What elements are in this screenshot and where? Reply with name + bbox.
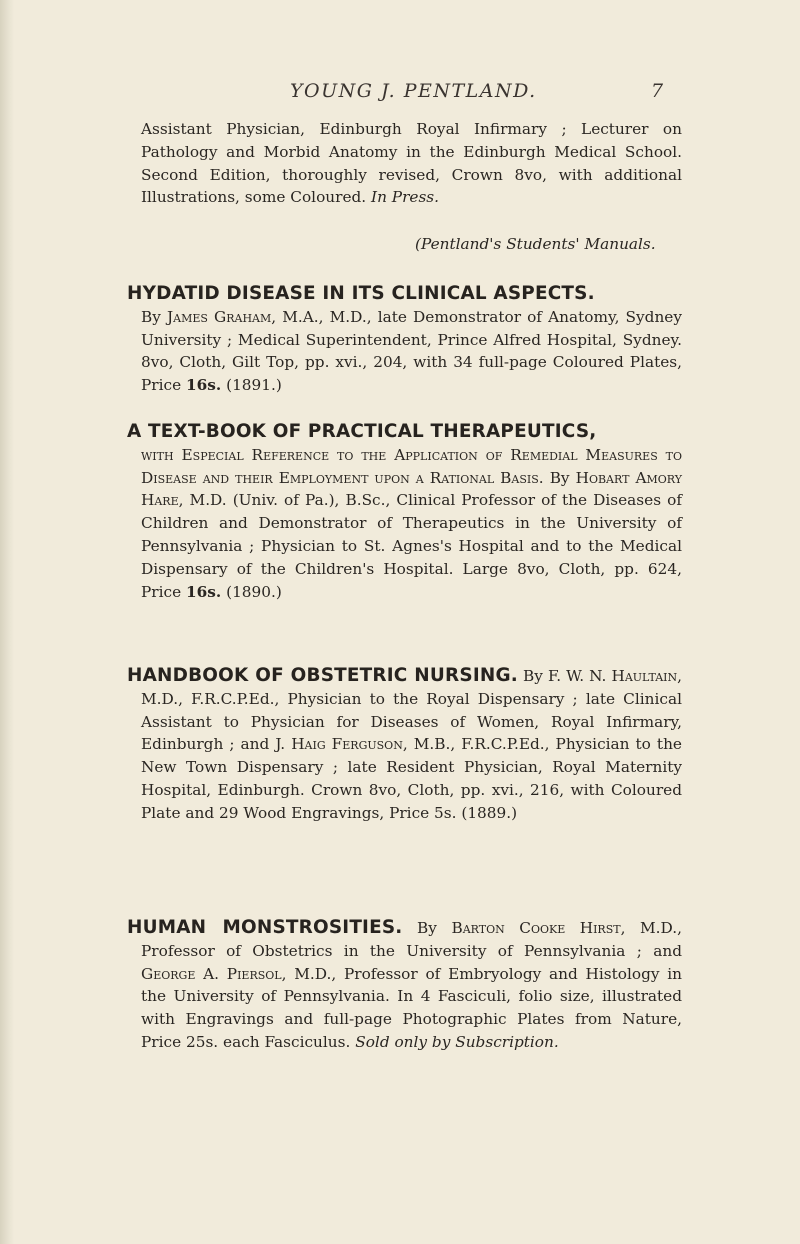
entry-subtitle: with Especial Reference to the Application of Remedial Measures to Disease and their Employment upon a Rational Basis. [141,445,682,487]
entry-text: M.D., Professor of Obstetrics in the University of Pennsylvania ; and [141,919,682,960]
entry-author: Haultain, [611,667,682,685]
entry-price: 16s. [186,376,222,395]
entry-author: Barton Cooke Hirst, [451,919,626,937]
page-number: 7 [651,80,664,102]
entry-author-2: George A. Piersol, [141,964,287,983]
status-in-press: In Press. [371,188,440,207]
continued-entry [141,118,682,209]
entry-by: By [417,919,437,937]
entry-by: By F. W. N. [523,667,607,685]
binding-shadow [0,0,14,1244]
entry-obstetric-nursing [127,665,682,825]
entry-by: By [141,307,161,326]
entry-title: HUMAN MONSTROSITIES. [127,917,403,938]
entry-hydatid-disease [127,283,682,397]
entry-year: (1891.) [226,376,282,395]
entry-text-2: M.B., F.R.C.P.Ed., Physician to the New Town Dispensary ; late Resident Physician, Royal Maternity Hospital, Edinburgh. Crown 8vo, Cloth, pp. xvi., 216, with Coloured Plate and 29 Wood Engravings, Price 5s. (1889.) [141,735,682,822]
series-title: (Pentland's Students' Manuals. [415,235,656,253]
entry-human-monstrosities [127,917,682,1054]
entry-text: M.D., F.R.C.P.Ed., Physician to the Royal Dispensary ; late Clinical Assistant to Physician for Diseases of Women, Royal Infirmary, Edinburgh ; and J. [141,689,682,754]
entry-by: By [549,468,570,487]
entry-author: Hobart Amory Hare, [141,468,682,510]
entry-note: Sold only by Subscription. [355,1032,559,1051]
entry-title: A TEXT-BOOK OF PRACTICAL THERAPEUTICS, [127,421,597,442]
entry-author-2: Haig Ferguson, [291,735,408,754]
entry-practical-therapeutics [127,421,682,603]
entry-text: M.D. (Univ. of Pa.), B.Sc., Clinical Professor of the Diseases of Children and Demonstrator of Therapeutics in the University of Pennsylvania ; Physician to St. Agnes's Hospital and to the Medical Dispensary of the Children's Hospital. Large 8vo, Cloth, pp. 624, Price [141,491,682,601]
entry-title: HYDATID DISEASE IN ITS CLINICAL ASPECTS. [127,283,595,304]
entry-price: 16s. [186,582,222,601]
entry-text: M.A., M.D., late Demonstrator of Anatomy, Sydney University ; Medical Superintendent, Prince Alfred Hospital, Sydney. 8vo, Cloth, Gilt Top, pp. xvi., 204, with 34 full-page Coloured Plates, Price [141,307,682,395]
running-head: YOUNG J. PENTLAND. [290,80,537,102]
entry-title: HANDBOOK OF OBSTETRIC NURSING. [127,665,518,686]
continued-entry-text: Assistant Physician, Edinburgh Royal Infirmary ; Lecturer on Pathology and Morbid Anatomy in the Edinburgh Medical School. Second Edition, thoroughly revised, Crown 8vo, with additional Illustrations, some Coloured. [141,120,682,207]
entry-text-2: M.D., Professor of Embryology and Histology in the University of Pennsylvania. In 4 Fasciculi, folio size, illustrated with Engravings and full-page Photographic Plates from Nature, Price 25s. each Fasciculus. [141,964,683,1051]
entry-author: James Graham, [167,307,277,326]
entry-year: (1890.) [226,582,282,601]
